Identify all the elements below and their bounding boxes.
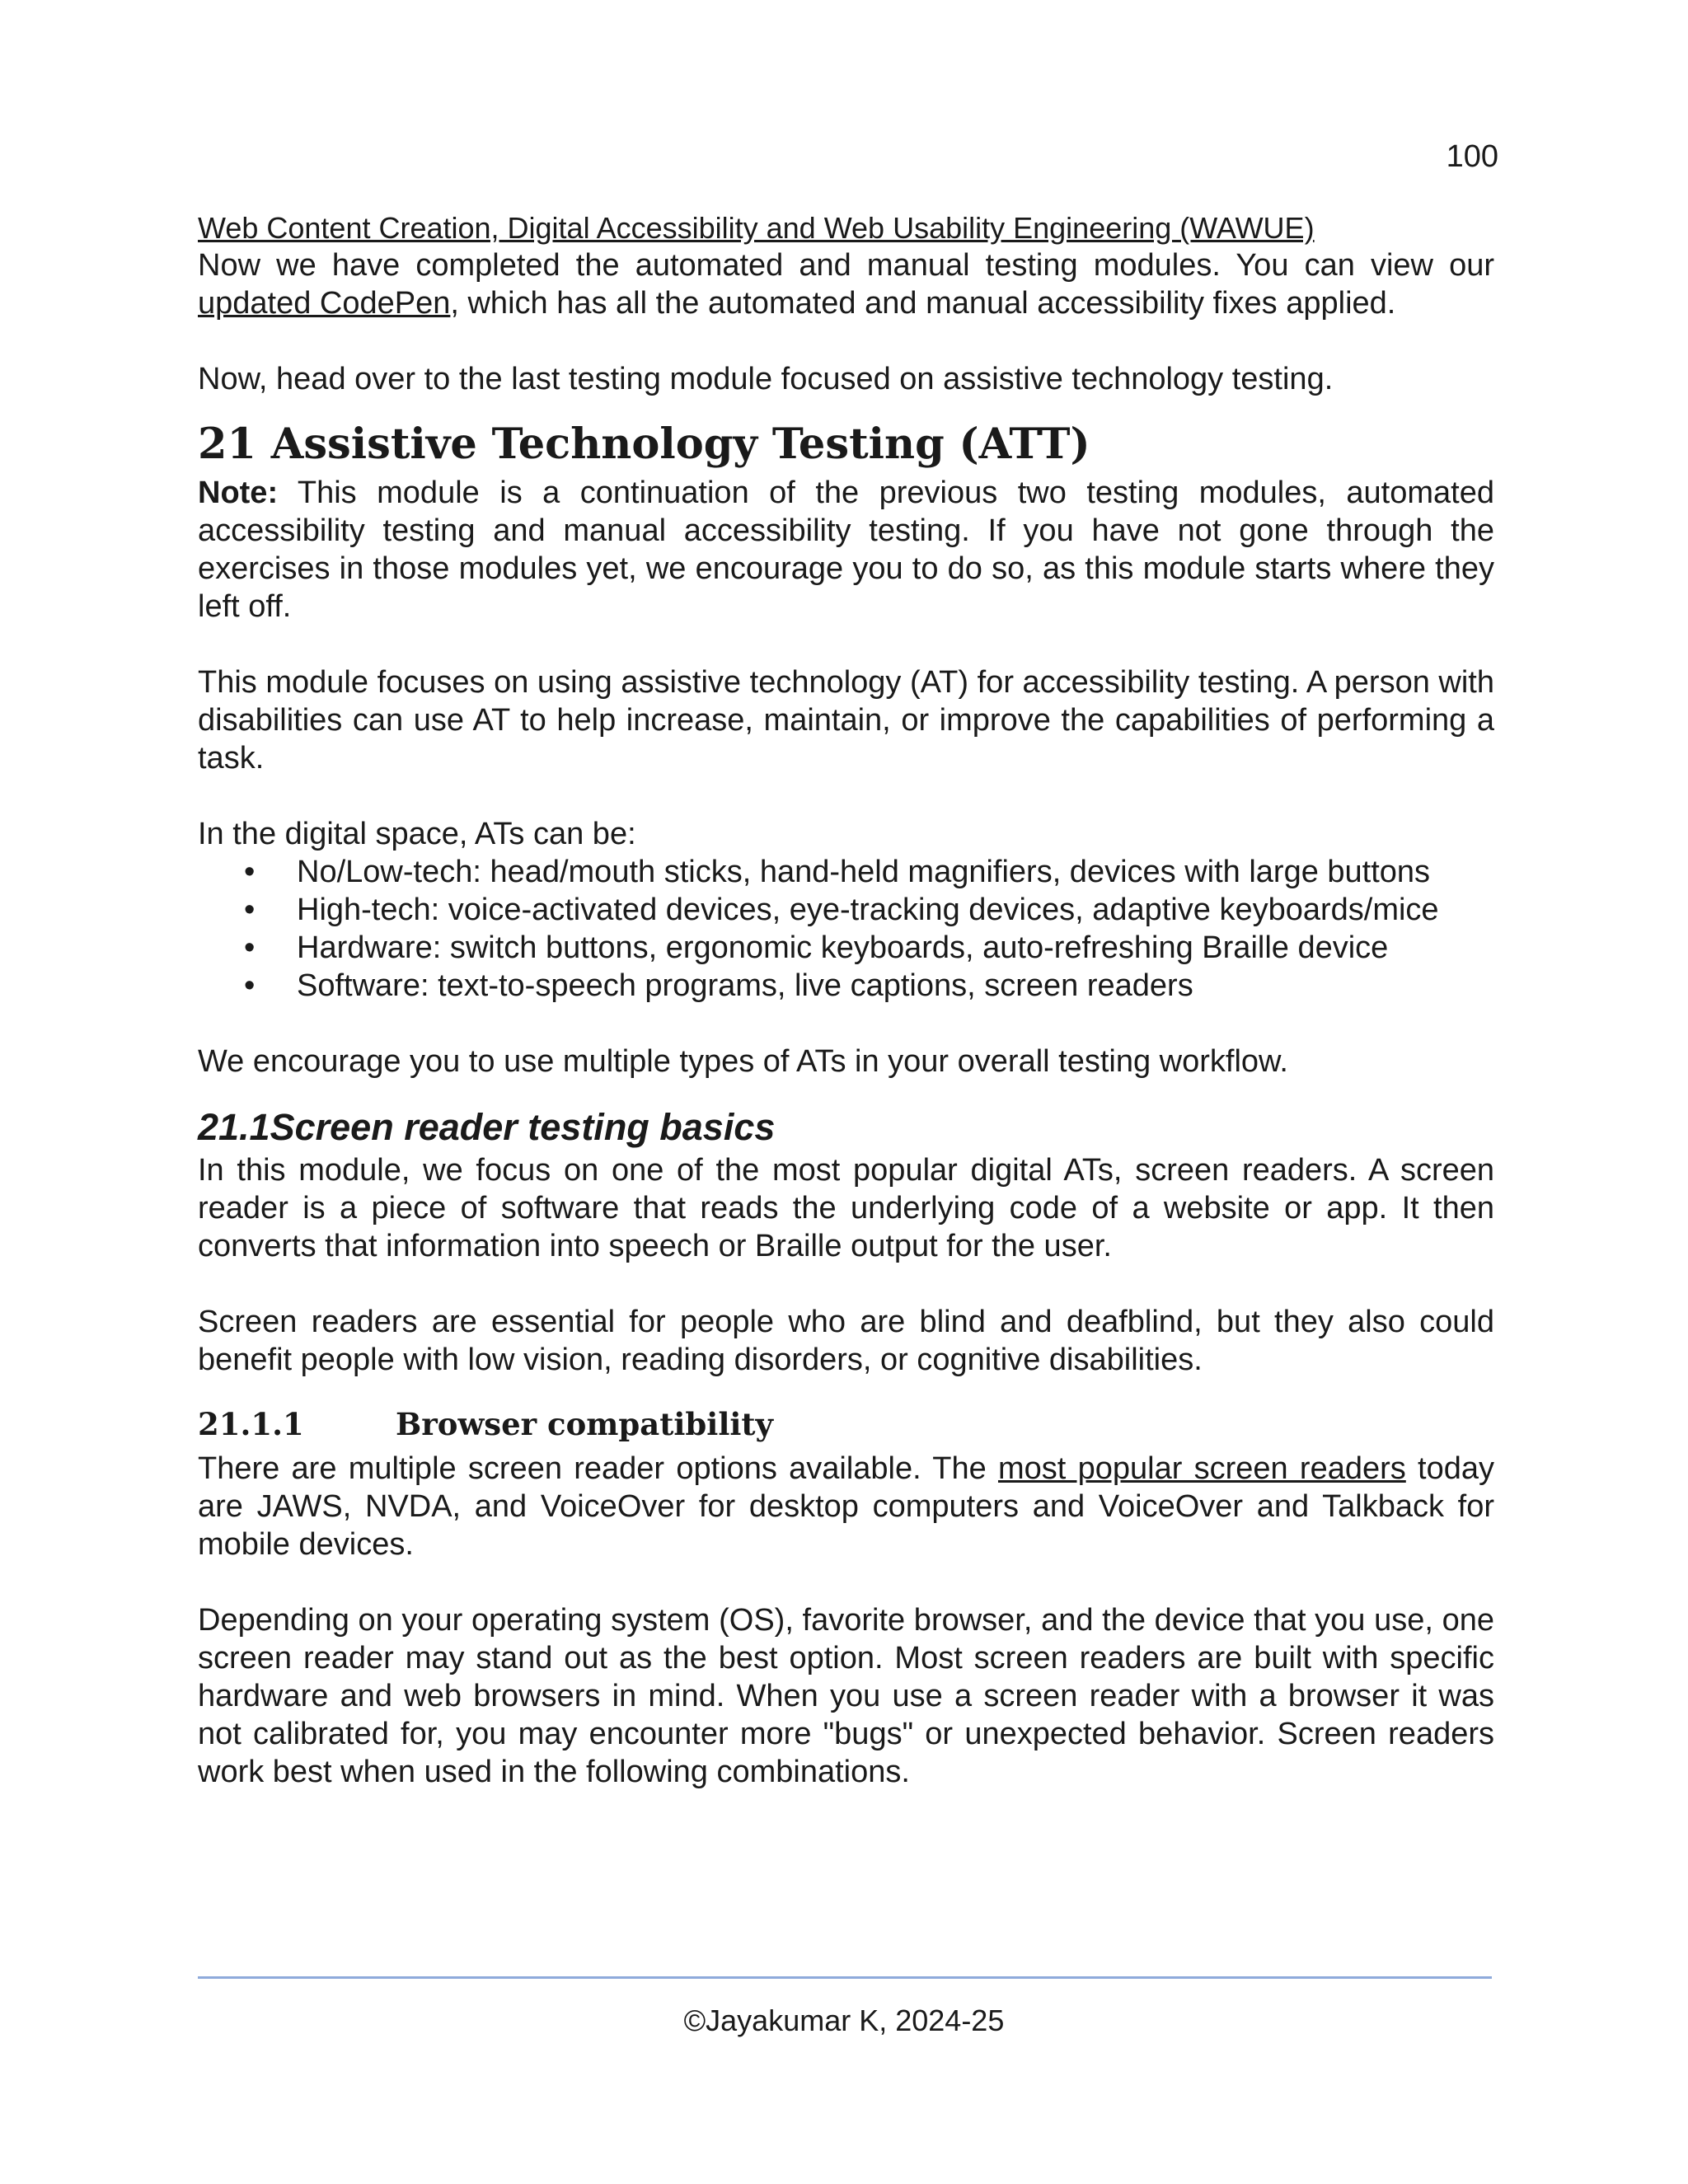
list-item: • High-tech: voice-activated devices, eye-tracking devices, adaptive keyboards/mice (198, 891, 1494, 929)
at-list-intro: In the digital space, ATs can be: (198, 817, 636, 851)
note-paragraph (198, 474, 1494, 626)
note-label: Note: (198, 476, 279, 510)
screen-reader-benefit-paragraph: Screen readers are essential for people who are blind and deafblind, but they also could benefit people with low vision, reading disorders, or cognitive disabilities. (198, 1305, 1494, 1377)
intro-text-start: Now we have completed the automated and manual testing modules. You can view our (198, 248, 1494, 283)
subsubsection-title: Browser compatibility (396, 1406, 774, 1442)
subsubsection-number: 21.1.1 (198, 1406, 304, 1442)
compatibility-paragraph: Depending on your operating system (OS), favorite browser, and the device that you use, one screen reader may stand out as the best option. Most screen readers are built with specific hardware and web browsers in mind. When you use a screen reader with a browser it was not calibrated for, you may encounter more "bugs" or unexpected behavior. Screen readers work best when used in the following combinations. (198, 1603, 1494, 1789)
list-item: • Hardware: switch buttons, ergonomic keyboards, auto-refreshing Braille device (198, 929, 1494, 967)
screen-reader-intro-paragraph: In this module, we focus on one of the most popular digital ATs, screen readers. A screen reader is a piece of software that reads the underlying code of a website or app. It then converts that information into speech or Braille output for the user. (198, 1153, 1494, 1263)
encourage-paragraph: We encourage you to use multiple types of ATs in your overall testing workflow. (198, 1044, 1288, 1079)
subsection-number: 21.1 (198, 1106, 270, 1148)
options-text-start: There are multiple screen reader options available. The (198, 1451, 998, 1486)
updated-codepen-link[interactable]: updated CodePen (198, 286, 451, 321)
footer-copyright: ©Jayakumar K, 2024-25 (683, 2004, 1005, 2037)
subsection-title: Screen reader testing basics (270, 1106, 776, 1148)
intro-text-end: , which has all the automated and manual accessibility fixes applied. (450, 286, 1396, 321)
screen-reader-options-paragraph (198, 1450, 1494, 1563)
subsection-heading (198, 1104, 1494, 1151)
section-number: 21 (198, 419, 256, 469)
page-number: 100 (1446, 139, 1498, 174)
at-focus-paragraph: This module focuses on using assistive technology (AT) for accessibility testing. A person with disabilities can use AT to help increase, maintain, or improve the capabilities of performing a task. (198, 665, 1494, 776)
subsubsection-heading (198, 1404, 1494, 1445)
section-title: Assistive Technology Testing (ATT) (270, 419, 1090, 469)
intro-paragraph (198, 246, 1494, 322)
at-types-list (198, 853, 1494, 1005)
list-item: • Software: text-to-speech programs, live captions, screen readers (198, 967, 1494, 1005)
popular-screen-readers-link[interactable]: most popular screen readers (997, 1451, 1406, 1486)
section-heading (198, 418, 1494, 471)
page-body (198, 210, 1494, 1791)
intro-next-module-paragraph: Now, head over to the last testing module focused on assistive technology testing. (198, 362, 1334, 396)
options-text-end: today are JAWS, NVDA, and VoiceOver for desktop computers and VoiceOver and Talkback for mobile devices. (198, 1451, 1494, 1562)
running-header: Web Content Creation, Digital Accessibility and Web Usability Engineering (WAWUE) (198, 211, 1315, 245)
footer-divider (198, 1976, 1492, 1979)
note-text: This module is a continuation of the previous two testing modules, automated accessibility testing and manual accessibility testing. If you have not gone through the exercises in those modules yet, we encourage you to do so, as this module starts where they left off. (198, 476, 1494, 624)
list-item: • No/Low-tech: head/mouth sticks, hand-held magnifiers, devices with large buttons (198, 853, 1494, 891)
